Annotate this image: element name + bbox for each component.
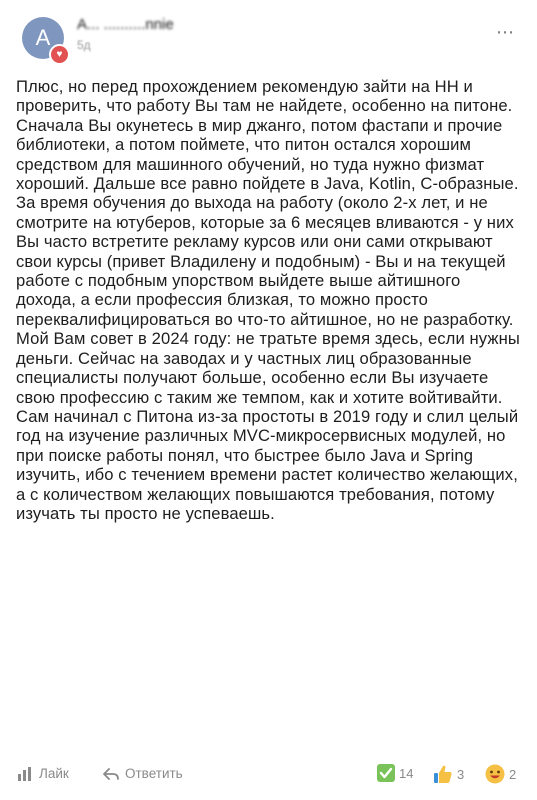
- reply-button[interactable]: [103, 766, 183, 781]
- post-paragraph: Мой Вам совет в 2024 году: не тратьте время здесь, если нужны деньги. Сейчас на заводах и у частных лиц образованные специалисты получают больше, особенно если Вы изучаете свою профессию с таким же темпом, как и хотите войтивайти.: [16, 329, 520, 407]
- like-label: Лайк: [39, 766, 69, 781]
- reply-arrow-icon: [103, 768, 119, 780]
- post-paragraph: Плюс, но перед прохождением рекомендую зайти на НН и проверить, что работу Вы там не найдете, особенно на питоне. Сначала Вы окунетесь в мир джанго, потом фастапи и прочие библиотеки, а потом поймете, что питон остался хорошим средством для машинного обучений, но туда нужно физмат хороший. Дальше все равно пойдете в Java, Kotlin, C-образные.: [16, 77, 519, 194]
- check-mark-icon: [376, 763, 396, 783]
- reaction-count: 2: [509, 766, 517, 782]
- reaction-check[interactable]: [376, 763, 413, 783]
- smiley-icon: [484, 763, 506, 785]
- avatar-letter: A: [35, 25, 51, 50]
- post-paragraph: Сам начинал с Питона из-за простоты в 2019 году и слил целый год на изучение различных MVC-микросервисных модулей, но при поиске работы понял, что быстрее было Java и Spring изучить, ибо с течением времени растет количество желающих, а с количеством желающих повышаются требования, потому изучать ты просто не успеваешь.: [16, 406, 519, 523]
- like-button[interactable]: [17, 766, 69, 781]
- post-actions: [0, 760, 537, 790]
- heart-badge-icon: ♥: [49, 44, 70, 65]
- thumbs-up-icon: [432, 763, 454, 785]
- post-text: [16, 77, 521, 523]
- bar-chart-icon: [17, 767, 33, 781]
- reply-label: Ответить: [125, 766, 183, 781]
- post-header: [0, 0, 537, 76]
- more-options-icon[interactable]: ⋯: [496, 22, 515, 42]
- reaction-count: 3: [457, 766, 465, 782]
- post-paragraph: За время обучения до выхода на работу (около 2-х лет, и не смотрите на ютуберов, которые за 6 месяцев вливаются - у них Вы часто встретите рекламу курсов или они сами открывают свои курсы (привет Владилену и подобным) - Вы и на текущей работе с подобным упорством выйдете выше айтишного дохода, а если профессия близкая, то можно просто переквалифицироваться во что-то айтишное, но не разработку.: [16, 193, 514, 329]
- reaction-count: 14: [399, 765, 414, 781]
- author-name[interactable]: A... ..........nnie: [77, 16, 174, 33]
- reaction-smiley[interactable]: [484, 763, 516, 785]
- reaction-thumbs-up[interactable]: [432, 763, 464, 785]
- post-timestamp: 5д: [77, 38, 91, 52]
